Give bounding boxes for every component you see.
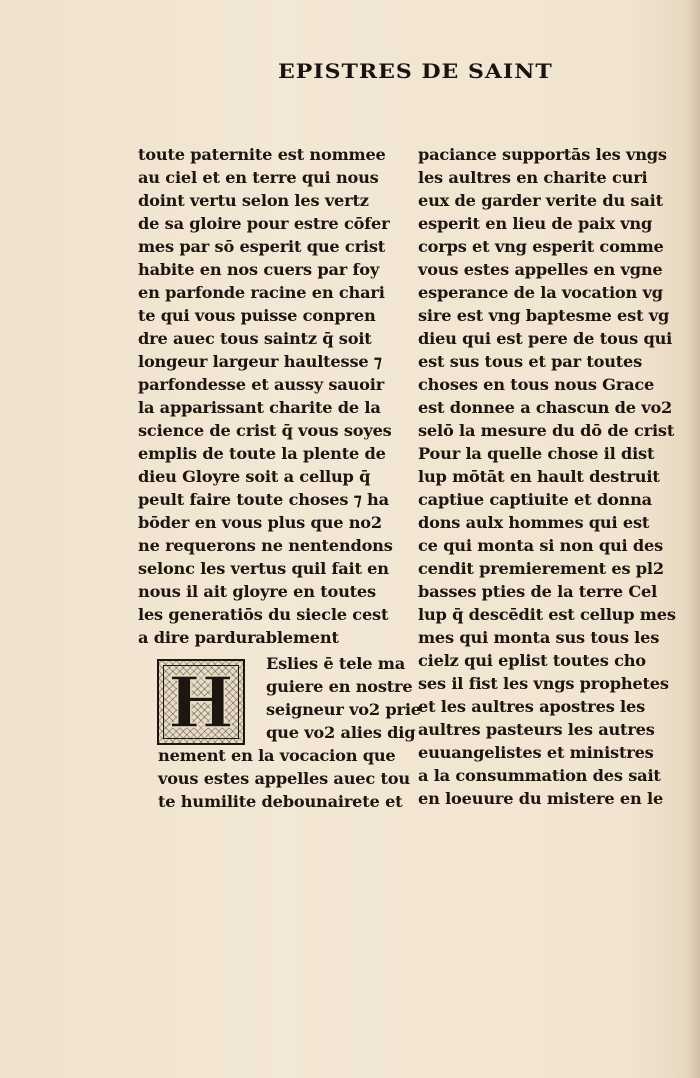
text-line: Pour la quelle chose il dist — [418, 444, 655, 463]
running-head: EPISTRES DE SAINT — [278, 60, 553, 84]
text-line: dieu Gloyre soit a cellup q̄ — [138, 467, 371, 486]
text-line: peult faire toute choses ⁊ ha — [138, 490, 389, 509]
text-line: science de crist q̄ vous soyes — [138, 421, 392, 440]
text-line: selonc les vertus quil fait en — [138, 559, 389, 578]
text-line: lup q̄ descēdit est cellup mes — [418, 605, 676, 624]
text-line: nement en la vocacion que — [158, 746, 396, 765]
text-line: te humilite debounairete et — [158, 792, 403, 811]
text-line: bōder en vous plus que no2 — [138, 513, 382, 532]
text-line: dre auec tous saintz q̄ soit — [138, 329, 372, 348]
text-line: les aultres en charite curi — [418, 168, 648, 187]
text-line: captiue captiuite et donna — [418, 490, 652, 509]
text-line: doint vertu selon les vertz — [138, 191, 369, 210]
left-column — [138, 143, 393, 649]
text-line: eux de garder verite du sait — [418, 191, 663, 210]
text-line: en parfonde racine en chari — [138, 283, 385, 302]
text-line: sire est vng baptesme est vg — [418, 306, 670, 325]
text-line: dons aulx hommes qui est — [418, 513, 650, 532]
page-gutter-shadow — [686, 0, 700, 1078]
text-line: esperance de la vocation vg — [418, 283, 663, 302]
text-line: mes qui monta sus tous les — [418, 628, 660, 647]
text-line: vous estes appelles en vgne — [418, 260, 663, 279]
text-line: aultres pasteurs les autres — [418, 720, 655, 739]
text-line: cielz qui eplist toutes cho — [418, 651, 646, 670]
text-line: seigneur vo2 prie — [266, 700, 421, 719]
text-line: parfondesse et aussy sauoir — [138, 375, 385, 394]
text-line: a la consummation des sait — [418, 766, 661, 785]
text-line: et les aultres apostres les — [418, 697, 646, 716]
text-line: cendit premierement es pl2 — [418, 559, 664, 578]
text-line: euuangelistes et ministres — [418, 743, 654, 762]
text-line: dieu qui est pere de tous qui — [418, 329, 673, 348]
text-line: Eslies ē tele ma — [266, 654, 406, 673]
text-line: de sa gloire pour estre cōfer — [138, 214, 390, 233]
text-line: vous estes appelles auec tou — [158, 769, 410, 788]
text-line: en loeuure du mistere en le — [418, 789, 664, 808]
text-line: ses il fist les vngs prophetes — [418, 674, 669, 693]
text-line: nous il ait gloyre en toutes — [138, 582, 376, 601]
text-line: guiere en nostre — [266, 677, 413, 696]
text-line: paciance supportās les vngs — [418, 145, 667, 164]
text-line: te qui vous puisse conpren — [138, 306, 376, 325]
left-column-after-initial — [138, 652, 421, 813]
text-line: ne requerons ne nentendons — [138, 536, 393, 555]
text-line: lup mōtāt en hault destruit — [418, 467, 660, 486]
right-column — [418, 143, 676, 810]
text-line: corps et vng esperit comme — [418, 237, 664, 256]
text-line: est donnee a chascun de vo2 — [418, 398, 673, 417]
text-line: longeur largeur haultesse ⁊ — [138, 352, 382, 371]
text-line: a dire pardurablement — [138, 628, 339, 647]
text-line: basses pties de la terre Cel — [418, 582, 658, 601]
svg-text:H: H — [167, 661, 235, 743]
text-line: au ciel et en terre qui nous — [138, 168, 379, 187]
text-line: mes par sō esperit que crist — [138, 237, 386, 256]
text-line: choses en tous nous Grace — [418, 375, 655, 394]
text-line: habite en nos cuers par foy — [138, 260, 380, 279]
text-line: ce qui monta si non qui des — [418, 536, 664, 555]
text-line: esperit en lieu de paix vng — [418, 214, 653, 233]
text-line: toute paternite est nommee — [138, 145, 386, 164]
text-line: les generatiōs du siecle cest — [138, 605, 389, 624]
text-line: la apparissant charite de la — [138, 398, 381, 417]
text-line: que vo2 alies dig — [266, 723, 416, 742]
text-line: selō la mesure du dō de crist — [418, 421, 675, 440]
text-line: est sus tous et par toutes — [418, 352, 643, 371]
text-line: emplis de toute la plente de — [138, 444, 386, 463]
